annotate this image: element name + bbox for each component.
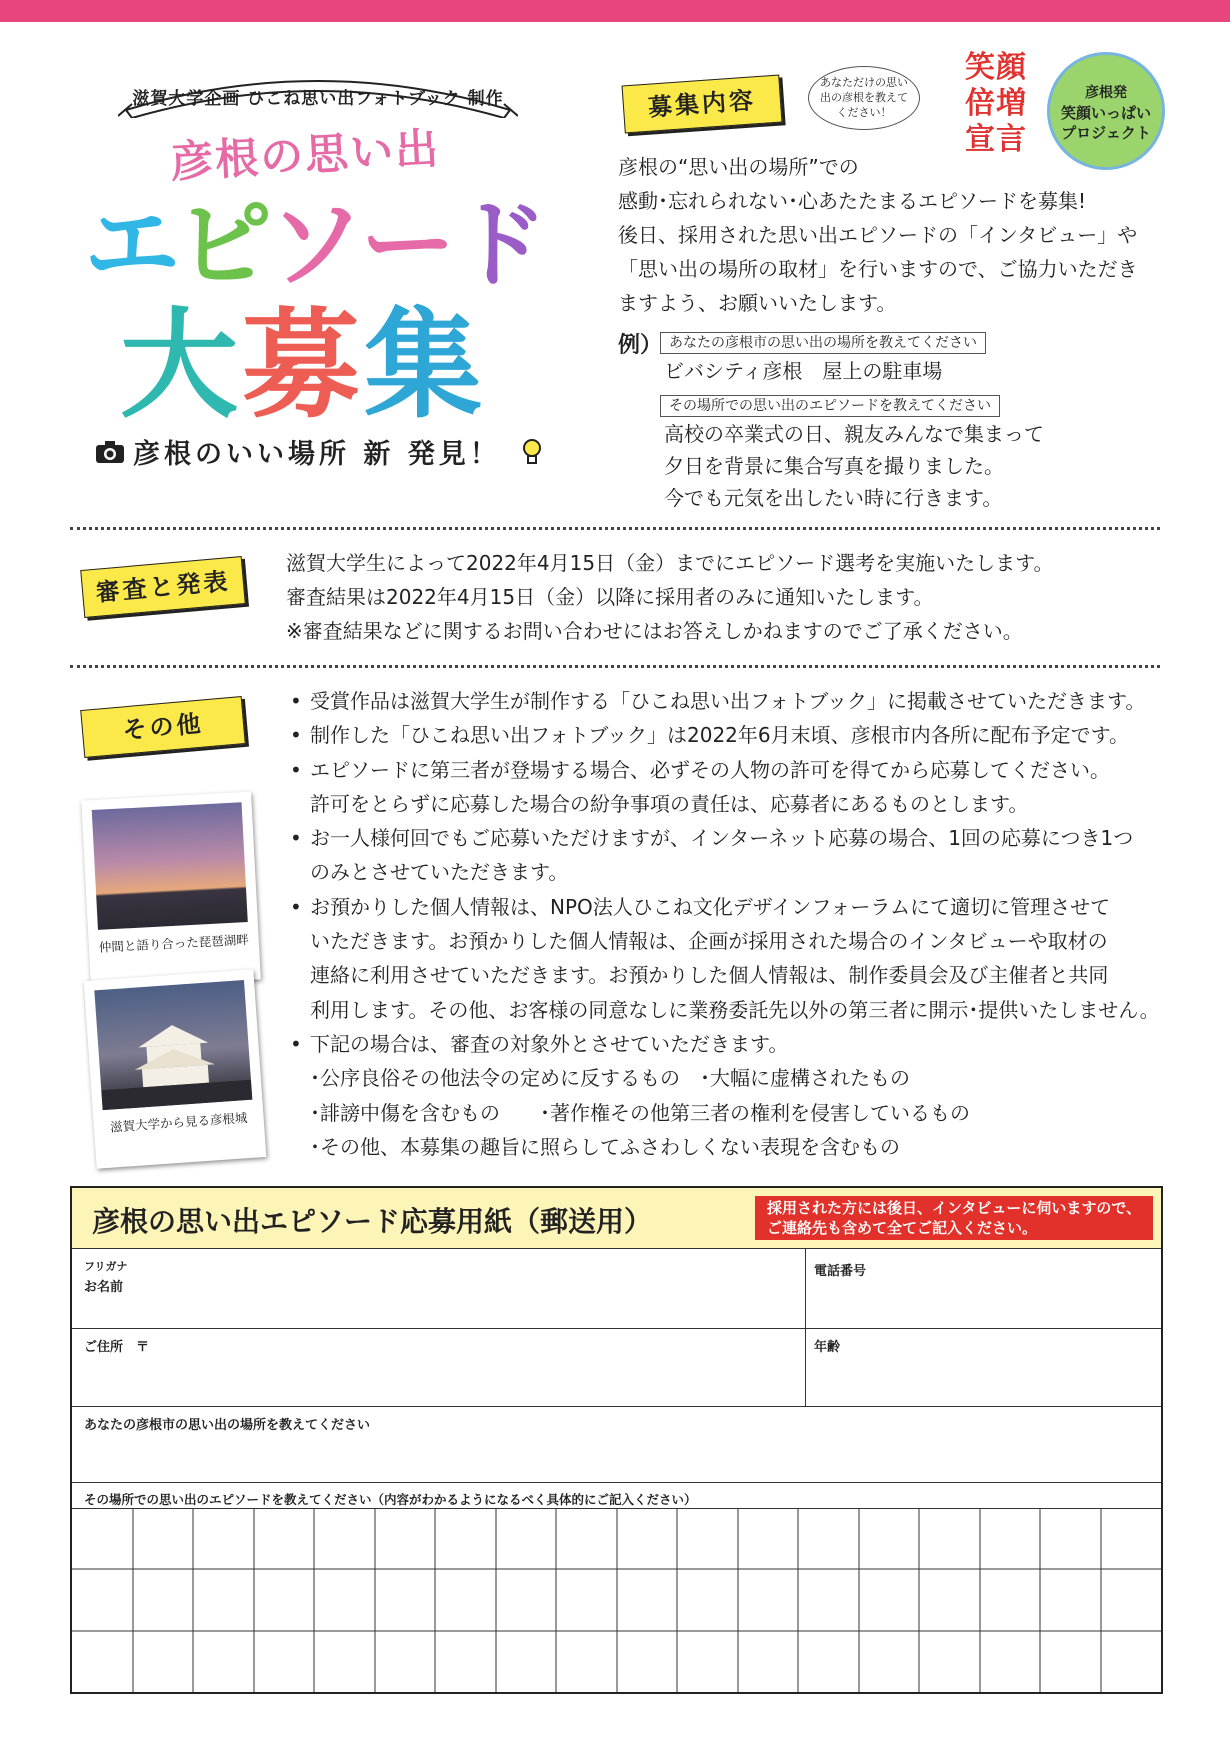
form-note-line: 採用された方には後日、インタビューに伺いますので、 bbox=[767, 1199, 1142, 1217]
example-label: 例） bbox=[618, 333, 663, 358]
title-episode bbox=[84, 190, 544, 300]
title-small: 彦根の思い出 bbox=[169, 123, 442, 189]
smile-declaration-logo bbox=[965, 50, 1043, 162]
photo-caption: 仲間と語り合った琵琶湖畔 bbox=[98, 932, 250, 955]
photo-castle bbox=[84, 969, 267, 1168]
place-question-label: あなたの彦根市の思い出の場所を教えてください bbox=[84, 1418, 371, 1433]
review-line: ※審査結果などに関するお問い合わせにはお答えしかねますのでご了承ください。 bbox=[286, 619, 1023, 643]
other-item-cont: ･誹謗中傷を含むもの ･著作権その他第三者の権利を侵害しているもの bbox=[310, 1100, 970, 1125]
top-accent-bar bbox=[0, 0, 1230, 22]
logo1-line: 宣言 bbox=[965, 122, 1027, 157]
other-item: • エピソードに第三者が登場する場合、必ずその人物の許可を得てから応募してください。 bbox=[290, 753, 1160, 787]
photo-caption: 滋賀大学から見る彦根城 bbox=[109, 1110, 248, 1135]
example-answer-line: 夕日を背景に集合写真を撮りました。 bbox=[664, 454, 1004, 478]
banner-text: 滋賀大学企画 ひこね思い出フォトブック 制作 bbox=[132, 89, 504, 109]
example-question-1: あなたの彦根市の思い出の場所を教えてください bbox=[660, 332, 986, 354]
age-label: 年齢 bbox=[814, 1340, 841, 1355]
phone-label: 電話番号 bbox=[814, 1264, 867, 1279]
form-row-line bbox=[72, 1328, 1161, 1329]
title-char: ピ bbox=[176, 189, 268, 301]
section-divider bbox=[70, 527, 1160, 530]
other-item-cont: 許可をとらずに応募した場合の紛争事項の責任は、応募者にあるものとします。 bbox=[310, 791, 1029, 816]
camera-icon bbox=[95, 440, 125, 471]
recruit-line: 感動･忘れられない･心あたたまるエピソードを募集! bbox=[618, 189, 1087, 213]
project-banner bbox=[118, 60, 518, 118]
form-note-line: ご連絡先も含めて全てご記入ください。 bbox=[767, 1219, 1038, 1237]
form-row-line bbox=[72, 1406, 1161, 1407]
form-note bbox=[755, 1196, 1153, 1240]
example-answer-line: 高校の卒業式の日、親友みんなで集まって bbox=[664, 422, 1044, 446]
review-text bbox=[286, 546, 1053, 648]
recruit-line: 後日、採用された思い出エピソードの「インタビュー」や bbox=[618, 223, 1138, 247]
castle-image bbox=[94, 980, 252, 1110]
recruit-line: 彦根の“思い出の場所”での bbox=[618, 155, 859, 179]
review-label: 審査と発表 bbox=[80, 556, 246, 618]
other-item: • 下記の場合は、審査の対象外とさせていただきます。 bbox=[290, 1027, 1160, 1061]
other-item: • 受賞作品は滋賀大学生が制作する「ひこね思い出フォトブック」に掲載させていただきます。 bbox=[290, 684, 1160, 718]
furigana-label: フリガナ bbox=[84, 1260, 128, 1273]
form-row-line bbox=[72, 1482, 1161, 1483]
speech-bubble bbox=[808, 66, 920, 130]
title-big-recruit bbox=[120, 296, 487, 434]
recruit-label: 募集内容 bbox=[622, 75, 783, 134]
title-char: エ bbox=[84, 189, 176, 301]
logo1-line: 笑顔 bbox=[965, 50, 1027, 85]
title-char: ド bbox=[452, 189, 544, 301]
subtitle-text: 彦根のいい場所 新 発見！ bbox=[133, 439, 501, 470]
episode-question-label: その場所での思い出のエピソードを教えてください（内容がわかるようになるべく具体的にご記入ください） bbox=[84, 1492, 697, 1507]
title-big-char: 集 bbox=[364, 296, 487, 434]
title-char: ー bbox=[360, 189, 452, 301]
photo-lakeside bbox=[81, 792, 261, 989]
other-item-cont: いただきます。お預かりした個人情報は、企画が採用された場合のインタビューや取材の bbox=[310, 929, 1108, 954]
name-label: お名前 bbox=[84, 1280, 124, 1295]
address-label: ご住所 〒 bbox=[84, 1340, 150, 1355]
application-form bbox=[70, 1186, 1163, 1694]
logo1-line: 倍増 bbox=[965, 86, 1027, 121]
other-label: その他 bbox=[80, 696, 246, 758]
other-list bbox=[290, 684, 1160, 1164]
title-big-char: 募 bbox=[242, 296, 365, 434]
title-char: ソ bbox=[268, 189, 360, 301]
example-answer-line: 今でも元気を出したい時に行きます。 bbox=[664, 486, 1003, 510]
example-question-2: その場所での思い出のエピソードを教えてください bbox=[660, 395, 1000, 417]
other-item-cont: のみとさせていただきます。 bbox=[310, 860, 569, 885]
logo2-line: 笑顔いっぱい bbox=[1060, 104, 1151, 122]
logo2-line: プロジェクト bbox=[1061, 124, 1151, 142]
title-big-char: 大 bbox=[120, 296, 243, 434]
recruit-line: 「思い出の場所の取材」を行いますので、ご協力いただき bbox=[618, 257, 1138, 281]
example-answer-1: ビバシティ彦根 屋上の駐車場 bbox=[664, 359, 943, 383]
lightbulb-icon bbox=[520, 437, 544, 474]
review-line: 滋賀大学生によって2022年4月15日（金）までにエピソード選考を実施いたします。 bbox=[286, 551, 1054, 575]
lakeside-image bbox=[92, 802, 248, 930]
other-item-cont: 連絡に利用させていただきます。お預かりした個人情報は、制作委員会及び主催者と共同 bbox=[310, 963, 1109, 988]
form-col-line bbox=[805, 1248, 806, 1406]
other-item-cont: 利用します。その他、お客様の同意なしに業務委託先以外の第三者に開示･提供いたしません。 bbox=[310, 997, 1160, 1022]
example-answer-2 bbox=[664, 418, 1044, 514]
other-item: • お預かりした個人情報は、NPO法人ひこね文化デザインフォーラムにて適切に管理させて bbox=[290, 890, 1160, 924]
form-header bbox=[72, 1188, 1161, 1249]
other-item-cont: ･その他、本募集の趣旨に照らしてふさわしくない表現を含むもの bbox=[310, 1134, 900, 1159]
other-item: • お一人様何回でもご応募いただけますが、インターネット応募の場合、1回の応募につき1つ bbox=[290, 821, 1160, 855]
recruit-line: ますよう、お願いいたします。 bbox=[618, 291, 897, 315]
form-title: 彦根の思い出エピソード応募用紙（郵送用） bbox=[92, 1205, 653, 1238]
recruit-text bbox=[618, 150, 1138, 320]
other-item: • 制作した「ひこね思い出フォトブック」は2022年6月末頃、彦根市内各所に配布予定です。 bbox=[290, 718, 1160, 752]
review-line: 審査結果は2022年4月15日（金）以降に採用者のみに通知いたします。 bbox=[286, 585, 934, 609]
episode-writing-grid[interactable] bbox=[72, 1508, 1161, 1692]
logo2-line: 彦根発 bbox=[1085, 85, 1127, 101]
subtitle bbox=[95, 432, 544, 474]
section-divider bbox=[70, 665, 1160, 668]
bubble-text: あなただけの思い出の彦根を教えてください！ bbox=[820, 76, 908, 119]
other-item-cont: ･公序良俗その他法令の定めに反するもの ･大幅に虚構されたもの bbox=[310, 1066, 910, 1091]
